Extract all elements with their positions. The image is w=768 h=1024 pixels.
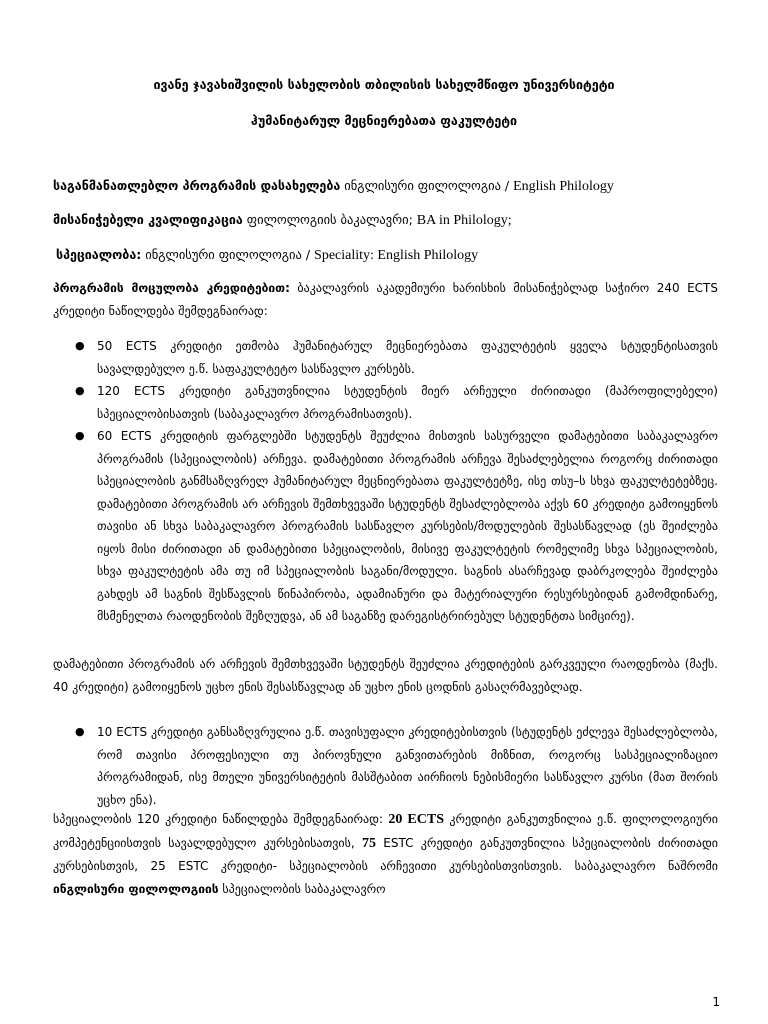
- program-volume-text: ბაკალავრის აკადემიური ხარისხის მისანიჭებლად საჭირო 240 ECTS კრედიტი ნაწილდება შემდეგნაირად:: [53, 281, 718, 318]
- page-number: 1: [712, 995, 720, 1009]
- bullet-icon: ●: [75, 429, 85, 442]
- speciality-label: სპეციალობა:: [56, 247, 142, 262]
- specialty-credits-bold-1: 20 ECTS: [388, 812, 444, 827]
- specialty-credits-text-4: სპეციალობის საბაკალავრო: [218, 881, 386, 896]
- free-credits-list: [53, 721, 718, 811]
- specialty-credits-paragraph: [53, 808, 718, 900]
- no-additional-program-paragraph: დამატებითი პროგრამის არ არჩევის შემთხვევაში სტუდენტს შეუძლია კრედიტების გარკვეული რაოდენობა (მაქს. 40 კრედიტი) გამოიყენოს უცხო ენის შესასწავლად ან უცხო ენის ცოდნის გასაღრმავებლად.: [53, 657, 718, 694]
- list-item-text: 10 ECTS კრედიტი განსაზღვრულია ე.წ. თავისუფალი კრედიტებისთვის (სტუდენტს ეძლევა შესაძლებლობა, რომ თავისი პროფესიული თუ პიროვნული განვითარების მიზნით, როგორც სასპეციალიზაციო პროგრამიდან, ისე მთელი უნივერსიტეტის მასშტაბით აირჩიოს ნებისმიერი სასწავლო კურსი (მათ შორის უცხო ენა).: [97, 725, 718, 807]
- qualification-value-ka: ფილოლოგიის ბაკალავრი;: [242, 212, 417, 227]
- qualification-field: [53, 212, 718, 229]
- list-item: [53, 335, 718, 380]
- program-name-value-en: English Philology: [513, 179, 614, 194]
- bullet-icon: ●: [75, 384, 85, 397]
- list-item: [53, 425, 718, 628]
- speciality-value-en: Speciality: English Philology: [314, 248, 479, 263]
- list-item: [53, 721, 718, 811]
- specialty-credits-text-1: სპეციალობის 120 კრედიტი ნაწილდება შემდეგნაირად:: [53, 812, 389, 826]
- faculty-title: ჰუმანიტარულ მეცნიერებათა ფაკულტეტი: [250, 113, 518, 128]
- program-name-field: [53, 178, 718, 195]
- specialty-credits-bold-3: ინგლისური ფილოლოგიის: [53, 881, 219, 896]
- list-item-text: 120 ECTS კრედიტი განკუთვნილია სტუდენტის მიერ არჩეული ძირითადი (მაპროფილებელი) სპეციალობისათვის (საბაკალავრო პროგრამისათვის).: [97, 384, 718, 421]
- qualification-label: მისანიჭებელი კვალიფიკაცია: [53, 212, 243, 227]
- list-item-text: 50 ECTS კრედიტი ეთმობა ჰუმანიტარულ მეცნიერებათა ფაკულტეტის ყველა სტუდენტისათვის სავალდებულო ე.წ. საფაკულტეტო სასწავლო კურსებს.: [97, 339, 718, 376]
- specialty-credits-text-2: კრედიტი განკუთვნილია ე.წ. ფილოლოგიური კომპეტენციისთვის სავალდებულო კურსებისათვის,: [53, 812, 719, 850]
- list-item: [53, 380, 718, 425]
- bullet-icon: ●: [75, 725, 85, 738]
- specialty-credits-text-3: ESTC კრედიტი განკუთვნილია სპეციალობის ძირითადი კურსებისთვის, 25 ESTC კრედიტი- სპეციალობის არჩევითი კურსებისთვისთვის. საბაკალავრო ნაშრომი: [53, 835, 719, 873]
- speciality-field: [56, 247, 721, 264]
- university-title: ივანე ჯავახიშვილის სახელობის თბილისის სახელმწიფო უნივერსიტეტი: [153, 77, 615, 92]
- program-volume-paragraph: [53, 277, 718, 322]
- bullet-icon: ●: [75, 339, 85, 352]
- qualification-value-en: BA in Philology;: [416, 213, 512, 228]
- program-name-label: საგანმანათლებლო პროგრამის დასახელება: [53, 178, 341, 193]
- list-item-text: 60 ECTS კრედიტის ფარგლებში სტუდენტს შეუძლია მისთვის სასურველი დამატებითი საბაკალავრო პროგრამის (სპეციალობის) არჩევა. დამატებითი პროგრამის არჩევა შესაძლებელია როგორც ძირითადი სპეციალობის განმსაზღვრელ ჰუმანიტარულ მეცნიერებათა ფაკულტეტზე, ისე თსუ–ს სხვა ფაკულტეტებზეც. დამატებითი პროგრამის არ არჩევის შემთხვევაში სტუდენტს შესაძლებლობა აქვს 60 კრედიტი გამოიყენოს თავისი ან სხვა საბაკალავრო პროგრამის სასწავლო კურსების/მოდულების შესასწავლად (ეს შეიძლება იყოს მისი ძირითადი ან დამატებითი სპეციალობის, მისივე ფაკულტეტის რომელიმე სხვა სპეციალობის, სხვა ფაკულტეტის ამა თუ იმ სპეციალობის საგანი/მოდული. საგნის ასარჩევად დაბრკოლება შეიძლება გახდეს ამ საგნის შესწავლის წინაპირობა, ადამიანური და მატერიალური რესურსებიდან გამომდინარე, მსმენელთა რაოდენობის შეზღუდვა, ან ამ საგანზე დარეგისტრირებულ სტუდენტთა სიმცირე).: [97, 429, 718, 623]
- credit-distribution-list: [53, 335, 718, 628]
- specialty-credits-bold-2: 75: [362, 835, 376, 851]
- program-volume-label: პროგრამის მოცულობა კრედიტებით:: [53, 281, 290, 295]
- speciality-value-ka: ინგლისური ფილოლოგია /: [141, 247, 315, 262]
- program-name-value-ka: ინგლისური ფილოლოგია /: [340, 178, 514, 193]
